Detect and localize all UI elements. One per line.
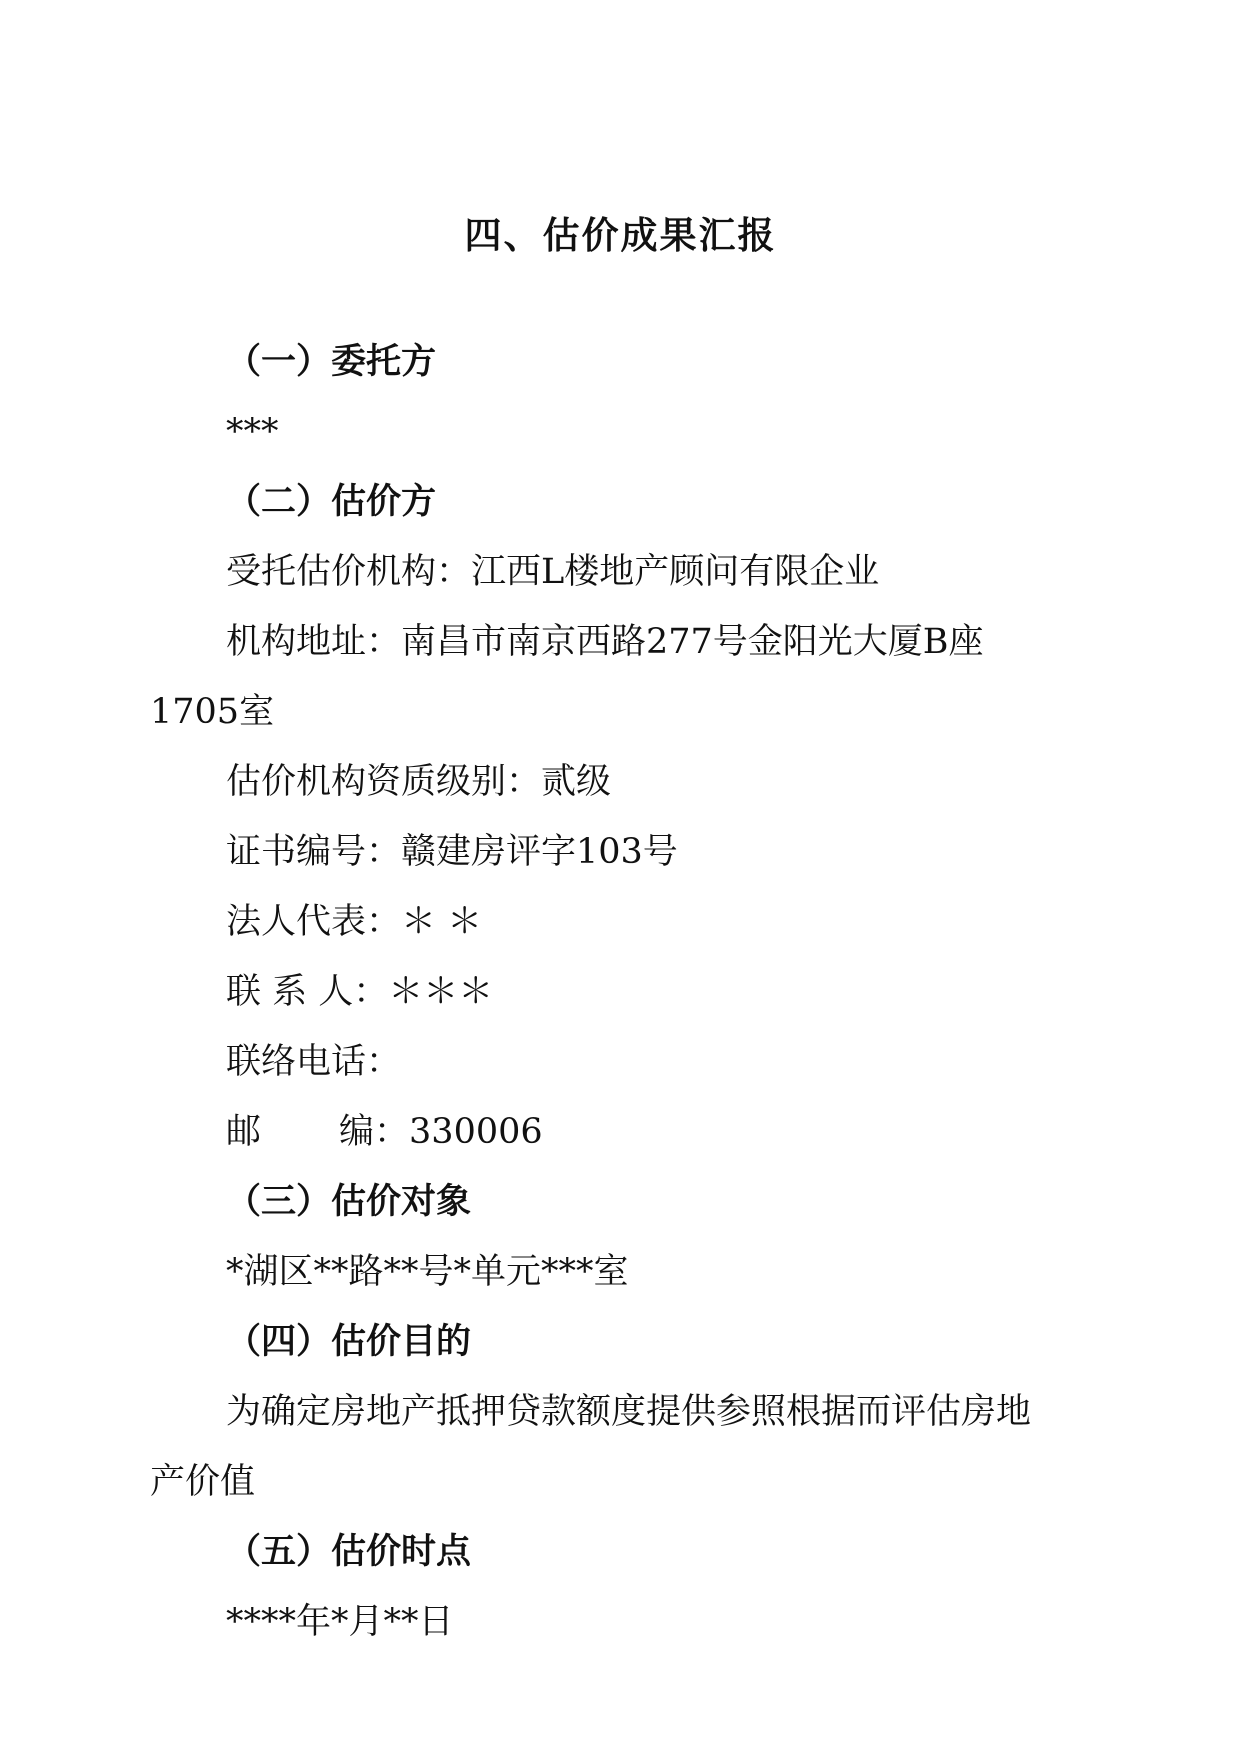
section-heading-date: （五）估价时点 xyxy=(226,1532,472,1572)
appraiser-contact xyxy=(226,968,493,1016)
section-heading-object: （三）估价对象 xyxy=(226,1182,472,1222)
page-title: 四、估价成果汇报 xyxy=(464,214,777,257)
appraiser-qualification: 估价机构资质级别：贰级 xyxy=(226,762,612,802)
appraiser-address-line1: 机构地址：南昌市南京西路277号金阳光大厦B座 xyxy=(226,622,984,662)
date-value: ****年*月**日 xyxy=(226,1602,454,1642)
section-heading-appraiser: （二）估价方 xyxy=(226,482,437,522)
appraiser-agency: 受托估价机构：江西L楼地产顾问有限企业 xyxy=(226,552,880,592)
object-value: *湖区**路**号*单元***室 xyxy=(226,1252,629,1292)
section-heading-purpose: （四）估价目的 xyxy=(226,1322,472,1362)
client-value: *** xyxy=(226,412,279,452)
postcode-label-part2: 编： xyxy=(339,1112,410,1152)
section-heading-client: （一）委托方 xyxy=(226,342,437,382)
postcode-label-part1: 邮 xyxy=(226,1112,262,1152)
appraiser-legal-rep: 法人代表：＊ ＊ xyxy=(226,902,483,942)
appraiser-phone: 联络电话： xyxy=(226,1042,402,1082)
appraiser-certificate: 证书编号：赣建房评字103号 xyxy=(226,832,678,872)
purpose-line1: 为确定房地产抵押贷款额度提供参照根据而评估房地 xyxy=(226,1392,1032,1432)
contact-label: 联 系 人： xyxy=(226,972,389,1012)
purpose-line2: 产价值 xyxy=(150,1462,256,1502)
appraiser-address-line2: 1705室 xyxy=(150,692,275,732)
appraiser-postcode xyxy=(226,1108,543,1156)
contact-value: ＊＊＊ xyxy=(388,972,494,1012)
postcode-value: 330006 xyxy=(409,1112,543,1152)
